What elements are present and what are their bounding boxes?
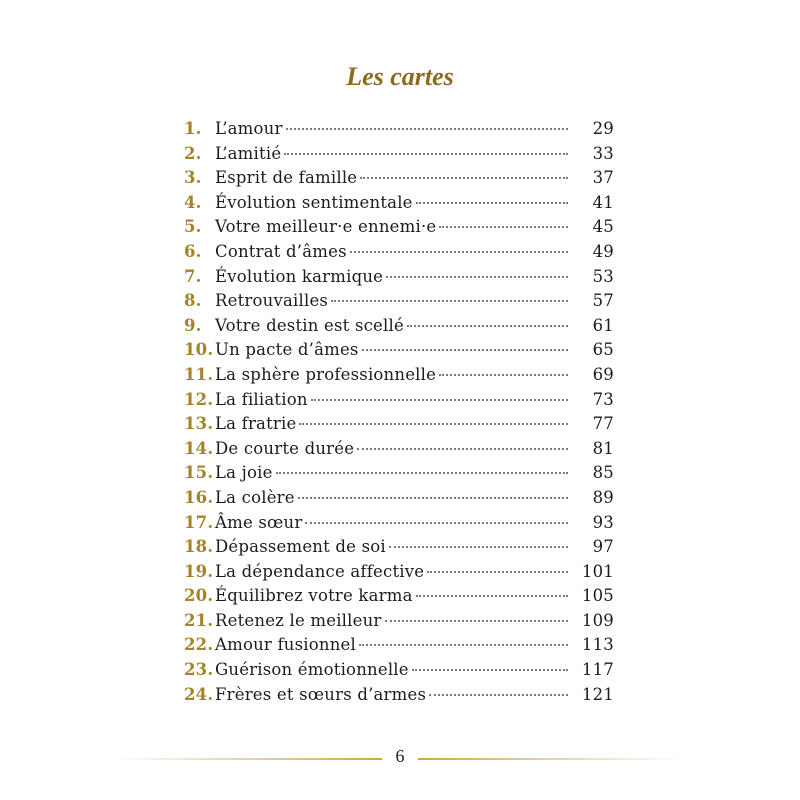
toc-entry-label: La fratrie [215, 414, 297, 434]
toc-entry-page: 73 [592, 389, 614, 409]
toc-entry-page: 117 [581, 660, 614, 680]
toc-entry-page: 81 [592, 438, 614, 458]
toc-entry-page: 41 [592, 192, 614, 212]
toc-entry-label: L’amitié [215, 143, 282, 163]
toc-entry-page: 109 [581, 610, 614, 630]
toc-entry-label: La sphère professionnelle [215, 364, 437, 384]
toc-entry [184, 119, 614, 144]
dot-leader [286, 128, 568, 130]
toc-entry-page: 121 [581, 684, 614, 704]
toc-entry-page: 85 [592, 463, 614, 483]
toc-entry-label: Esprit de famille [215, 168, 358, 188]
toc-entry-label: Frères et sœurs d’armes [215, 684, 427, 704]
page-number: 6 [395, 746, 405, 766]
toc-entry-label: Guérison émotionnelle [215, 660, 409, 680]
toc-entry-label: Évolution karmique [215, 266, 384, 286]
toc-entry-label: Retenez le meilleur [215, 610, 382, 630]
toc-entry [184, 635, 614, 660]
toc-entry [184, 144, 614, 169]
toc-entry-number: 1. [184, 119, 202, 138]
toc-entry [184, 267, 614, 292]
footer-rule-left [112, 758, 382, 760]
page-title: Les cartes [346, 62, 454, 91]
toc-entry-number: 2. [184, 143, 202, 163]
toc-entry-number: 17. [184, 512, 214, 532]
dot-leader [350, 251, 568, 253]
toc-entry [184, 513, 614, 538]
toc-entry [184, 611, 614, 636]
dot-leader [357, 448, 568, 450]
toc-entry-page: 93 [592, 512, 614, 532]
toc-entry-label: Évolution sentimentale [215, 192, 413, 212]
toc-entry-label: La joie [215, 463, 273, 483]
toc-entry-label: Âme sœur [215, 512, 303, 532]
toc-entry-label: De courte durée [215, 438, 355, 458]
toc-entry-page: 69 [592, 364, 614, 384]
toc-entry-number: 22. [184, 635, 214, 655]
dot-leader [412, 669, 568, 671]
toc-entry-number: 8. [184, 291, 202, 311]
toc-entry-label: Contrat d’âmes [215, 241, 347, 261]
toc-entry-number: 13. [184, 414, 214, 434]
toc-entry-label: Dépassement de soi [215, 537, 386, 557]
toc-entry [184, 193, 614, 218]
toc-entry-page: 29 [592, 119, 614, 138]
toc-entry-number: 20. [184, 586, 214, 606]
toc-entry-page: 65 [592, 340, 614, 360]
dot-leader [416, 202, 568, 204]
table-of-contents [184, 119, 614, 709]
toc-entry-number: 15. [184, 463, 214, 483]
dot-leader [311, 399, 568, 401]
toc-entry-page: 89 [592, 487, 614, 507]
toc-entry-page: 53 [592, 266, 614, 286]
toc-entry-number: 10. [184, 340, 214, 360]
dot-leader [305, 522, 568, 524]
toc-entry-label: Retrouvailles [215, 291, 329, 311]
toc-entry-label: La colère [215, 487, 295, 507]
toc-entry-number: 24. [184, 684, 214, 704]
toc-entry-page: 101 [581, 561, 614, 581]
toc-entry-number: 16. [184, 487, 214, 507]
toc-entry-number: 3. [184, 168, 202, 188]
toc-entry-number: 4. [184, 192, 202, 212]
toc-entry-number: 9. [184, 315, 202, 335]
toc-entry [184, 488, 614, 513]
toc-entry-page: 61 [592, 315, 614, 335]
toc-entry [184, 340, 614, 365]
toc-entry-number: 5. [184, 217, 202, 237]
toc-entry-page: 37 [592, 168, 614, 188]
toc-entry-number: 18. [184, 537, 214, 557]
dot-leader [386, 276, 568, 278]
toc-entry [184, 463, 614, 488]
toc-entry [184, 291, 614, 316]
dot-leader [331, 300, 568, 302]
toc-entry [184, 586, 614, 611]
toc-entry-label: La filiation [215, 389, 308, 409]
toc-entry [184, 537, 614, 562]
dot-leader [416, 595, 568, 597]
toc-entry [184, 365, 614, 390]
dot-leader [439, 374, 568, 376]
dot-leader [407, 325, 568, 327]
dot-leader [276, 472, 568, 474]
toc-entry [184, 685, 614, 710]
toc-entry [184, 439, 614, 464]
toc-entry-page: 77 [592, 414, 614, 434]
toc-entry-number: 7. [184, 266, 202, 286]
dot-leader [429, 694, 568, 696]
dot-leader [362, 349, 568, 351]
toc-entry [184, 168, 614, 193]
dot-leader [299, 423, 568, 425]
dot-leader [439, 226, 568, 228]
toc-entry-page: 105 [581, 586, 614, 606]
toc-entry [184, 390, 614, 415]
toc-entry [184, 414, 614, 439]
toc-entry-number: 14. [184, 438, 214, 458]
dot-leader [385, 620, 568, 622]
toc-entry-page: 45 [592, 217, 614, 237]
toc-entry [184, 242, 614, 267]
toc-entry-label: Amour fusionnel [215, 635, 356, 655]
dot-leader [298, 497, 568, 499]
toc-entry-page: 57 [592, 291, 614, 311]
toc-entry-number: 11. [184, 364, 214, 384]
toc-entry-label: Votre meilleur·e ennemi·e [215, 217, 437, 237]
toc-entry-label: Votre destin est scellé [215, 315, 404, 335]
toc-entry-number: 19. [184, 561, 214, 581]
toc-entry-number: 12. [184, 389, 214, 409]
toc-entry-page: 49 [592, 241, 614, 261]
dot-leader [359, 644, 568, 646]
toc-entry-label: La dépendance affective [215, 561, 425, 581]
toc-entry-label: L’amour [215, 119, 283, 138]
toc-entry-page: 113 [581, 635, 614, 655]
toc-entry [184, 316, 614, 341]
toc-entry-page: 33 [592, 143, 614, 163]
dot-leader [360, 177, 568, 179]
footer-rule-right [418, 758, 686, 760]
dot-leader [284, 153, 568, 155]
toc-entry-page: 97 [592, 537, 614, 557]
dot-leader [389, 546, 568, 548]
toc-entry-number: 6. [184, 241, 202, 261]
toc-entry [184, 217, 614, 242]
toc-entry [184, 562, 614, 587]
toc-entry-number: 23. [184, 660, 214, 680]
toc-entry-label: Un pacte d’âmes [215, 340, 359, 360]
toc-entry-label: Équilibrez votre karma [215, 586, 413, 606]
dot-leader [427, 571, 568, 573]
toc-entry-number: 21. [184, 610, 214, 630]
toc-entry [184, 660, 614, 685]
